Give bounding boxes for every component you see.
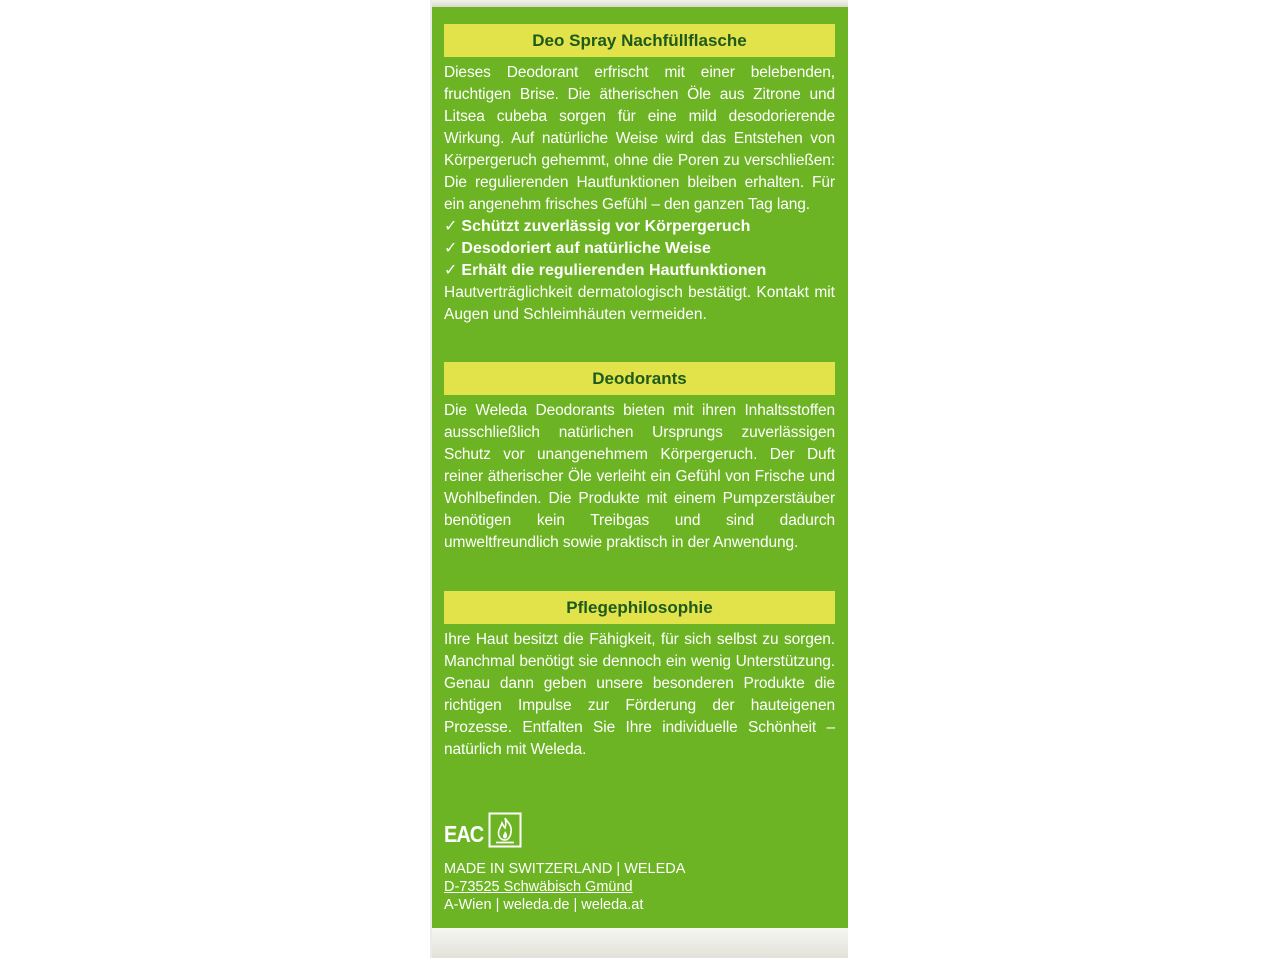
section-title: Deodorants (444, 362, 835, 395)
check-label: Erhält die regulierenden Hautfunktionen (461, 262, 767, 279)
footer-line-made-in: MADE IN SWITZERLAND | WELEDA (444, 861, 686, 877)
check-label: Desodoriert auf natürliche Weise (461, 240, 711, 257)
section-text: Ihre Haut besitzt die Fähigkeit, für sich selbst zu sorgen. Manchmal benötigt sie dennoch ein wenig Unterstützung. Genau dann geben unsere besonderen Produkte die richtigen Impulse zur Förderung der hauteigenen Prozesse. Entfalten Sie Ihre individuelle Schönheit – natürlich mit Weleda. (444, 631, 835, 758)
eac-logo: EAC (444, 822, 484, 848)
flammable-icon (488, 812, 522, 848)
section-pflegephilosophie (444, 591, 835, 761)
panel-shadow (430, 0, 432, 958)
checkmark-icon: ✓ (444, 262, 458, 279)
section-deo-spray (444, 24, 835, 326)
check-item (444, 216, 835, 238)
check-label: Schützt zuverlässig vor Körpergeruch (461, 218, 751, 235)
footer-line-address: D-73525 Schwäbisch Gmünd (444, 879, 633, 895)
section-text: Dieses Deodorant erfrischt mit einer belebenden, fruchtigen Brise. Die ätherischen Öle aus Zitrone und Litsea cubeba sorgen für eine mild desodorierende Wirkung. Auf natürliche Weise wird das Entstehen von Körpergeruch gehemmt, ohne die Poren zu verschließen: Die regulierenden Hautfunktionen bleiben erhalten. Für ein angenehm frisches Gefühl – den ganzen Tag lang. (444, 64, 835, 213)
check-item (444, 260, 835, 282)
checkmark-icon: ✓ (444, 240, 458, 257)
panel-top-edge (432, 0, 848, 7)
section-title: Deo Spray Nachfüllflasche (444, 24, 835, 57)
product-box-panel (432, 0, 848, 958)
footer-line-websites: A-Wien | weleda.de | weleda.at (444, 897, 644, 913)
check-item (444, 238, 835, 260)
section-deodorants (444, 362, 835, 554)
section-note: Hautverträglichkeit dermatologisch bestätigt. Kontakt mit Augen und Schleimhäuten vermeiden. (444, 284, 835, 323)
section-title: Pflegephilosophie (444, 591, 835, 624)
manufacturer-footer (444, 860, 685, 914)
checkmark-icon: ✓ (444, 218, 458, 235)
section-text: Die Weleda Deodorants bieten mit ihren Inhaltsstoffen ausschließlich natürlichen Ursprungs zuverlässigen Schutz vor unangenehmem Körpergeruch. Der Duft reiner ätherischer Öle verleiht ein Gefühl von Frische und Wohlbefinden. Die Produkte mit einem Pumpzerstäuber benötigen kein Treibgas und sind dadurch umweltfreundlich sowie praktisch in der Anwendung. (444, 402, 835, 551)
panel-bottom-edge (432, 928, 848, 958)
